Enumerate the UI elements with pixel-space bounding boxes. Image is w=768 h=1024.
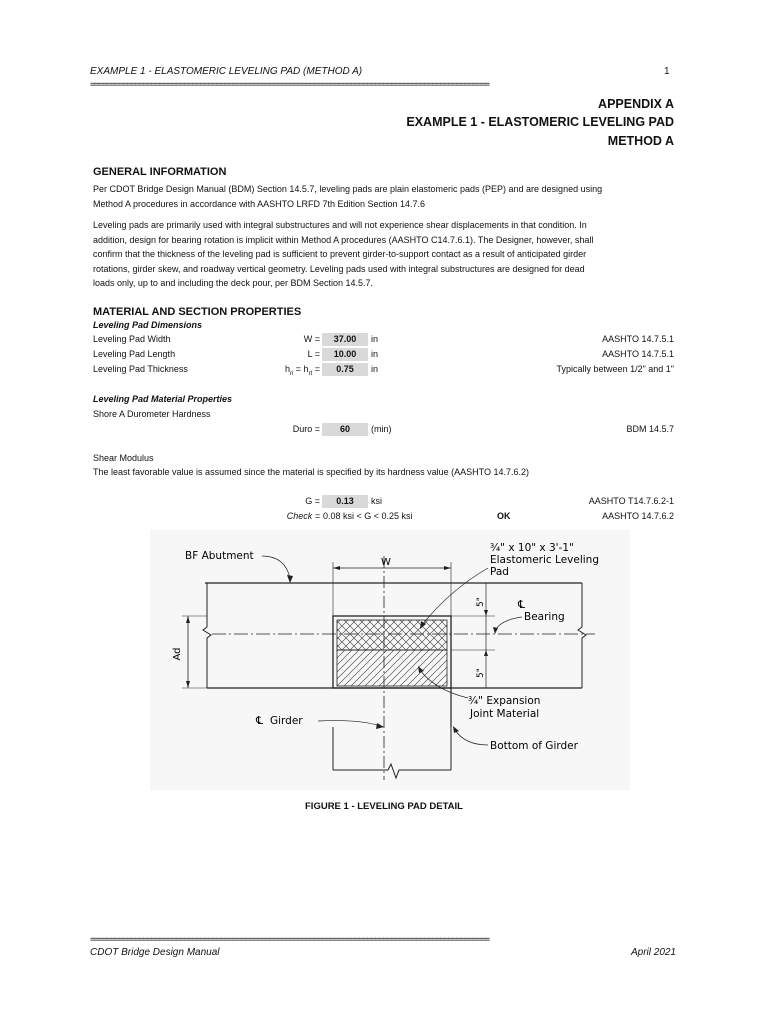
example-title: EXAMPLE 1 - ELASTOMERIC LEVELING PAD	[406, 115, 674, 129]
text-line: addition, design for bearing rotation is implicit within Method A procedures (AASHTO C14.7.6.1). The Designer, however, shall	[93, 234, 594, 245]
dims-subheading: Leveling Pad Dimensions	[93, 320, 203, 330]
pad-dimension-label: ¾" x 10" x 3'-1"	[490, 542, 574, 554]
g-unit: ksi	[371, 496, 382, 506]
appendix-title: APPENDIX A	[598, 97, 674, 111]
method-title: METHOD A	[607, 134, 674, 148]
check-ref: AASHTO 14.7.6.2	[602, 511, 674, 521]
leveling-pad	[337, 620, 447, 650]
pad-name-line2: Pad	[490, 566, 509, 578]
shear-label: Shear Modulus	[93, 453, 154, 463]
length-value: 10.00	[322, 348, 368, 361]
expansion-label-line2: Joint Material	[470, 708, 540, 720]
thickness-value: 0.75	[322, 363, 368, 376]
general-heading: GENERAL INFORMATION	[93, 166, 227, 178]
width-value: 37.00	[322, 333, 368, 346]
thickness-unit: in	[371, 364, 379, 374]
ad-label: Ad	[172, 647, 183, 661]
length-label: Leveling Pad Length	[93, 349, 176, 359]
length-unit: in	[371, 349, 379, 359]
expansion-label-line1: ¾" Expansion	[468, 695, 541, 707]
width-label: Leveling Pad Width	[93, 334, 171, 344]
width-ref: AASHTO 14.7.5.1	[602, 334, 674, 344]
shore-label: Shore A Durometer Hardness	[93, 409, 211, 419]
figure-caption: FIGURE 1 - LEVELING PAD DETAIL	[305, 801, 463, 812]
general-para-2	[93, 218, 678, 291]
duro-value: 60	[322, 423, 368, 436]
duro-unit: (min)	[371, 424, 392, 434]
length-ref: AASHTO 14.7.5.1	[602, 349, 674, 359]
check-label: Check =	[286, 511, 320, 521]
g-symbol: G =	[305, 496, 320, 506]
footer-left: CDOT Bridge Design Manual	[90, 947, 220, 958]
footer-right: April 2021	[630, 947, 676, 958]
width-unit: in	[371, 334, 379, 344]
text-line: Method A procedures in accordance with AASHTO LRFD 7th Edition Section 14.7.6	[93, 198, 426, 209]
page-number: 1	[664, 66, 670, 77]
length-symbol: L =	[307, 349, 320, 359]
text-line: confirm that the thickness of the leveling pad is sufficient to prevent girder-to-support contact as a result of anticipated girder	[93, 249, 587, 259]
leveling-pad-detail-figure	[150, 530, 630, 790]
text-line: Leveling pads are primarily used with integral substructures and will not experience shear displacements in that condition. In	[93, 220, 587, 230]
pad-name-line1: Elastomeric Leveling	[490, 554, 599, 566]
w-label: W	[381, 557, 391, 568]
text-line: Per CDOT Bridge Design Manual (BDM) Section 14.5.7, leveling pads are plain elastomeric pads (PEP) and are designed using	[93, 184, 603, 194]
check-result: OK	[497, 511, 511, 521]
thickness-ref: Typically between 1/2" and 1"	[556, 364, 674, 374]
header-rule: ==================================================================================================	[90, 80, 489, 90]
dim-5-bottom: 5"	[476, 668, 486, 678]
duro-symbol: Duro =	[292, 424, 320, 434]
mat-subheading: Leveling Pad Material Properties	[93, 394, 233, 404]
duro-ref: BDM 14.5.7	[626, 424, 674, 434]
thickness-label: Leveling Pad Thickness	[93, 364, 188, 374]
footer-rule: ==================================================================================================	[90, 935, 489, 945]
bf-abutment-label: BF Abutment	[185, 550, 254, 562]
girder-label: Girder	[270, 715, 303, 727]
dim-5-top: 5"	[476, 597, 486, 607]
width-symbol: W =	[303, 334, 320, 344]
general-para-1	[93, 182, 678, 211]
check-text: 0.08 ksi < G < 0.25 ksi	[323, 511, 413, 521]
bearing-cl-symbol: ℄	[518, 598, 526, 611]
girder-cl-symbol: ℄	[256, 714, 264, 727]
bearing-label: Bearing	[524, 611, 565, 623]
shear-note: The least favorable value is assumed since the material is specified by its hardness value (AASHTO 14.7.6.2)	[93, 467, 530, 477]
running-header: EXAMPLE 1 - ELASTOMERIC LEVELING PAD (METHOD A)	[90, 66, 363, 77]
thickness-symbol: $h_{ri} = h_{rt}$ =	[284, 364, 320, 377]
g-value: 0.13	[322, 495, 368, 508]
bottom-girder-label: Bottom of Girder	[490, 740, 578, 752]
text-line: rotations, girder skew, and roadway vertical geometry. Leveling pads used with integral substructures are designed for dead	[93, 263, 585, 274]
material-heading: MATERIAL AND SECTION PROPERTIES	[93, 306, 302, 318]
g-ref: AASHTO T14.7.6.2-1	[588, 496, 674, 506]
text-line: loads only, up to and including the deck pour, per BDM Section 14.5.7.	[93, 278, 374, 288]
